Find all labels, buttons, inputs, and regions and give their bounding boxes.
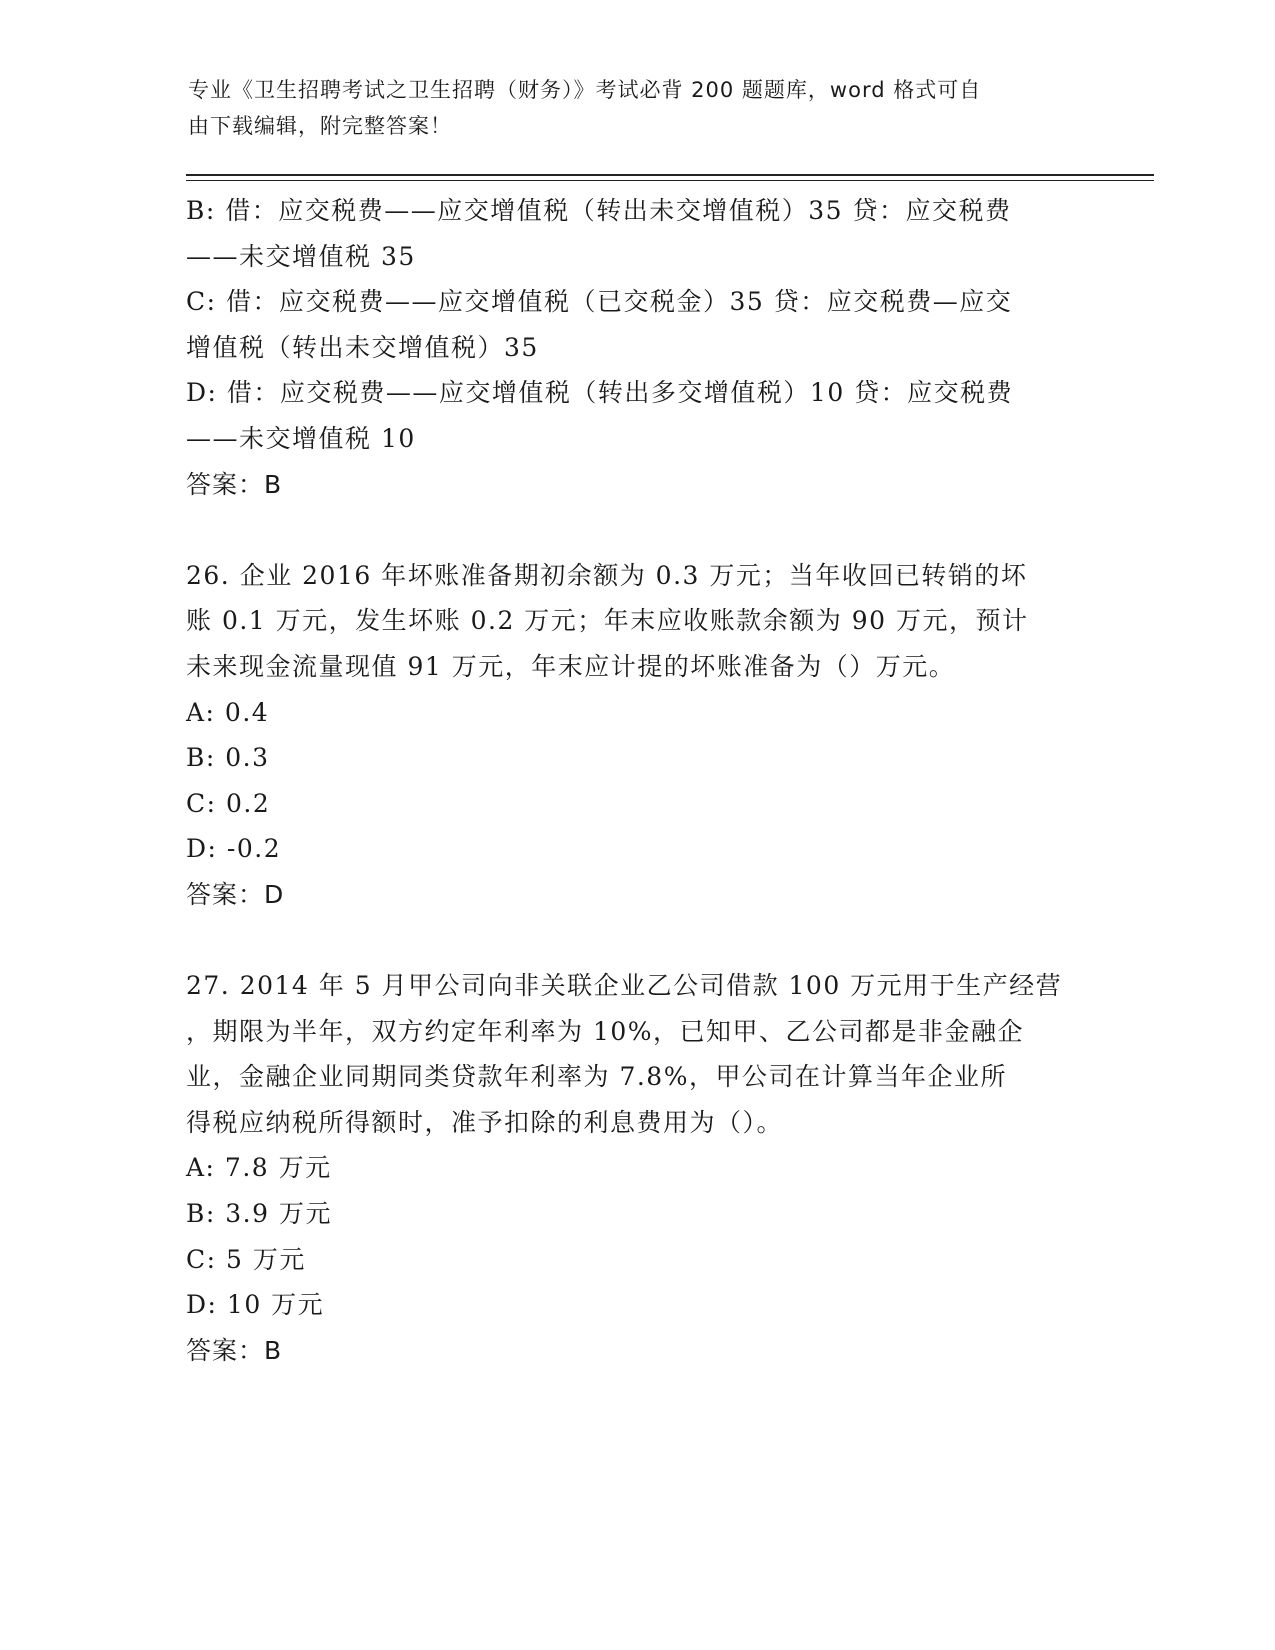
option-b-line-2: ——未交增值税 35 [186, 241, 416, 271]
option-a: A: 0.4 [186, 697, 270, 727]
option-d-line-2: ——未交增值税 10 [186, 423, 416, 453]
answer: 答案：B [186, 1335, 283, 1365]
answer: 答案：B [186, 469, 283, 499]
question-27 [186, 963, 1086, 1373]
option-c-line-1: C: 借：应交税费——应交增值税（已交税金）35 贷：应交税费—应交 [186, 287, 1013, 317]
option-c: C: 0.2 [186, 788, 271, 818]
option-d: D: -0.2 [186, 834, 282, 864]
question-stem-line-1: 26. 企业 2016 年坏账准备期初余额为 0.3 万元；当年收回已转销的坏 [186, 560, 1028, 590]
header-line-1: 专业《卫生招聘考试之卫生招聘（财务）》考试必背 200 题题库，word 格式可自 [188, 78, 982, 102]
option-d: D: 10 万元 [186, 1290, 325, 1320]
option-a: A: 7.8 万元 [186, 1153, 332, 1183]
spacer [186, 507, 1086, 553]
option-b: B: 0.3 [186, 743, 270, 773]
question-stem-line-2: ，期限为半年，双方约定年利率为 10%，已知甲、乙公司都是非金融企 [186, 1016, 1025, 1046]
option-b: B: 3.9 万元 [186, 1199, 332, 1229]
document-body [186, 188, 1086, 1373]
question-stem-line-3: 业，金融企业同期同类贷款年利率为 7.8%，甲公司在计算当年企业所 [186, 1062, 1007, 1092]
option-b-line-1: B: 借：应交税费——应交增值税（转出未交增值税）35 贷：应交税费 [186, 196, 1012, 225]
option-c-line-2: 增值税（转出未交增值税）35 [186, 332, 539, 362]
question-stem-line-4: 得税应纳税所得额时，准予扣除的利息费用为（）。 [186, 1107, 784, 1137]
question-26 [186, 553, 1086, 918]
answer: 答案：D [186, 879, 285, 909]
header-divider-thin [186, 180, 1154, 181]
spacer [186, 918, 1086, 964]
question-stem-line-1: 27. 2014 年 5 月甲公司向非关联企业乙公司借款 100 万元用于生产经营 [186, 971, 1063, 1001]
option-c: C: 5 万元 [186, 1244, 306, 1274]
header-divider-thick [186, 174, 1154, 176]
question-stem-line-2: 账 0.1 万元，发生坏账 0.2 万元；年末应收账款余额为 90 万元，预计 [186, 606, 1029, 636]
option-d-line-1: D: 借：应交税费——应交增值税（转出多交增值税）10 贷：应交税费 [186, 378, 1014, 408]
question-25 [186, 188, 1086, 507]
header-line-2: 由下载编辑，附完整答案！ [188, 114, 452, 138]
question-stem-line-3: 未来现金流量现值 91 万元，年末应计提的坏账准备为（）万元。 [186, 651, 956, 681]
document-header [188, 72, 1068, 144]
